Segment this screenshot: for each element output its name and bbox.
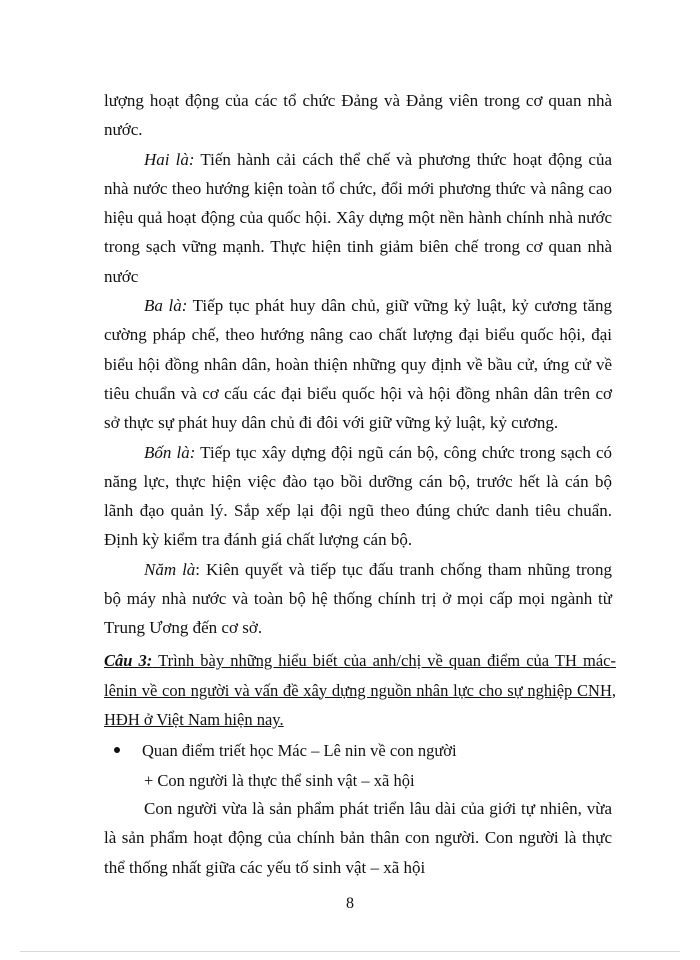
paragraph-text: lượng hoạt động của các tổ chức Đảng và Đảng viên trong cơ quan nhà nước. — [104, 91, 612, 140]
question-heading — [104, 646, 616, 735]
question-text: Trình bày những hiểu biết của anh/chị về quan điểm của TH mác-lênin về con người và vấn đề xây dựng nguồn nhân lực cho sự nghiệp CNH, HĐH ở Việt Nam hiện nay. — [104, 651, 616, 729]
page-bottom-divider — [20, 951, 680, 952]
paragraph-lead: Ba là: — [144, 296, 188, 316]
main-text-block — [104, 86, 612, 643]
paragraph-bon-la — [104, 438, 612, 555]
bullet-list — [104, 736, 612, 766]
list-item — [112, 736, 612, 766]
bullet-icon — [114, 747, 120, 753]
paragraph-text: : Kiên quyết và tiếp tục đấu tranh chống tham nhũng trong bộ máy nhà nước và toàn bộ hệ thống chính trị ở mọi cấp mọi ngành từ Trung Ương đến cơ sở. — [104, 559, 612, 638]
body-text-block — [104, 794, 612, 882]
page-number: 8 — [346, 895, 354, 912]
paragraph-lead: Bốn là: — [144, 442, 196, 462]
sub-item-text: + Con người là thực thể sinh vật – xã hội — [144, 771, 415, 790]
paragraph-continuation — [104, 86, 612, 145]
paragraph-hai-la — [104, 145, 612, 291]
list-item-text: Quan điểm triết học Mác – Lê nin về con người — [142, 741, 457, 760]
paragraph-nam-la — [104, 555, 612, 643]
paragraph-lead: Năm là — [144, 559, 196, 579]
paragraph-text: Tiến hành cải cách thể chế và phương thức hoạt động của nhà nước theo hướng kiện toàn tổ chức, đổi mới phương thức và nâng cao hiệu quả hoạt động của quốc hội. Xây dựng một nền hành chính nhà nước trong sạch vững mạnh. Thực hiện tinh giảm biên chế trong cơ quan nhà nước — [104, 149, 612, 286]
paragraph-ba-la — [104, 291, 612, 437]
question-label: Câu 3: — [104, 651, 153, 670]
sub-item — [104, 766, 612, 796]
paragraph-text: Tiếp tục phát huy dân chủ, giữ vững kỷ luật, kỷ cương tăng cường pháp chế, theo hướng nâng cao chất lượng đại biểu quốc hội, đại biểu hội đồng nhân dân, hoàn thiện những quy định về bầu cử, ứng cử về tiêu chuẩn và cơ cấu các đại biểu quốc hội và hội đồng nhân dân trên cơ sở thực sự phát huy dân chủ đi đôi với giữ vững kỷ luật, kỷ cương. — [104, 296, 612, 433]
paragraph-text: Con người vừa là sản phẩm phát triển lâu dài của giới tự nhiên, vừa là sản phẩm hoạt động của chính bản thân con người. Con người là thực thể thống nhất giữa các yếu tố sinh vật – xã hội — [104, 799, 612, 877]
sub-item-block — [104, 766, 612, 796]
paragraph-lead: Hai là: — [144, 149, 195, 169]
body-paragraph — [104, 794, 612, 882]
question-paragraph — [104, 646, 616, 735]
paragraph-text: Tiếp tục xây dựng đội ngũ cán bộ, công chức trong sạch có năng lực, thực hiện việc đào tạo bồi dưỡng cán bộ, trước hết là cán bộ lãnh đạo quản lý. Sắp xếp lại đội ngũ theo đúng chức danh tiêu chuẩn. Định kỳ kiểm tra đánh giá chất lượng cán bộ. — [104, 442, 612, 550]
